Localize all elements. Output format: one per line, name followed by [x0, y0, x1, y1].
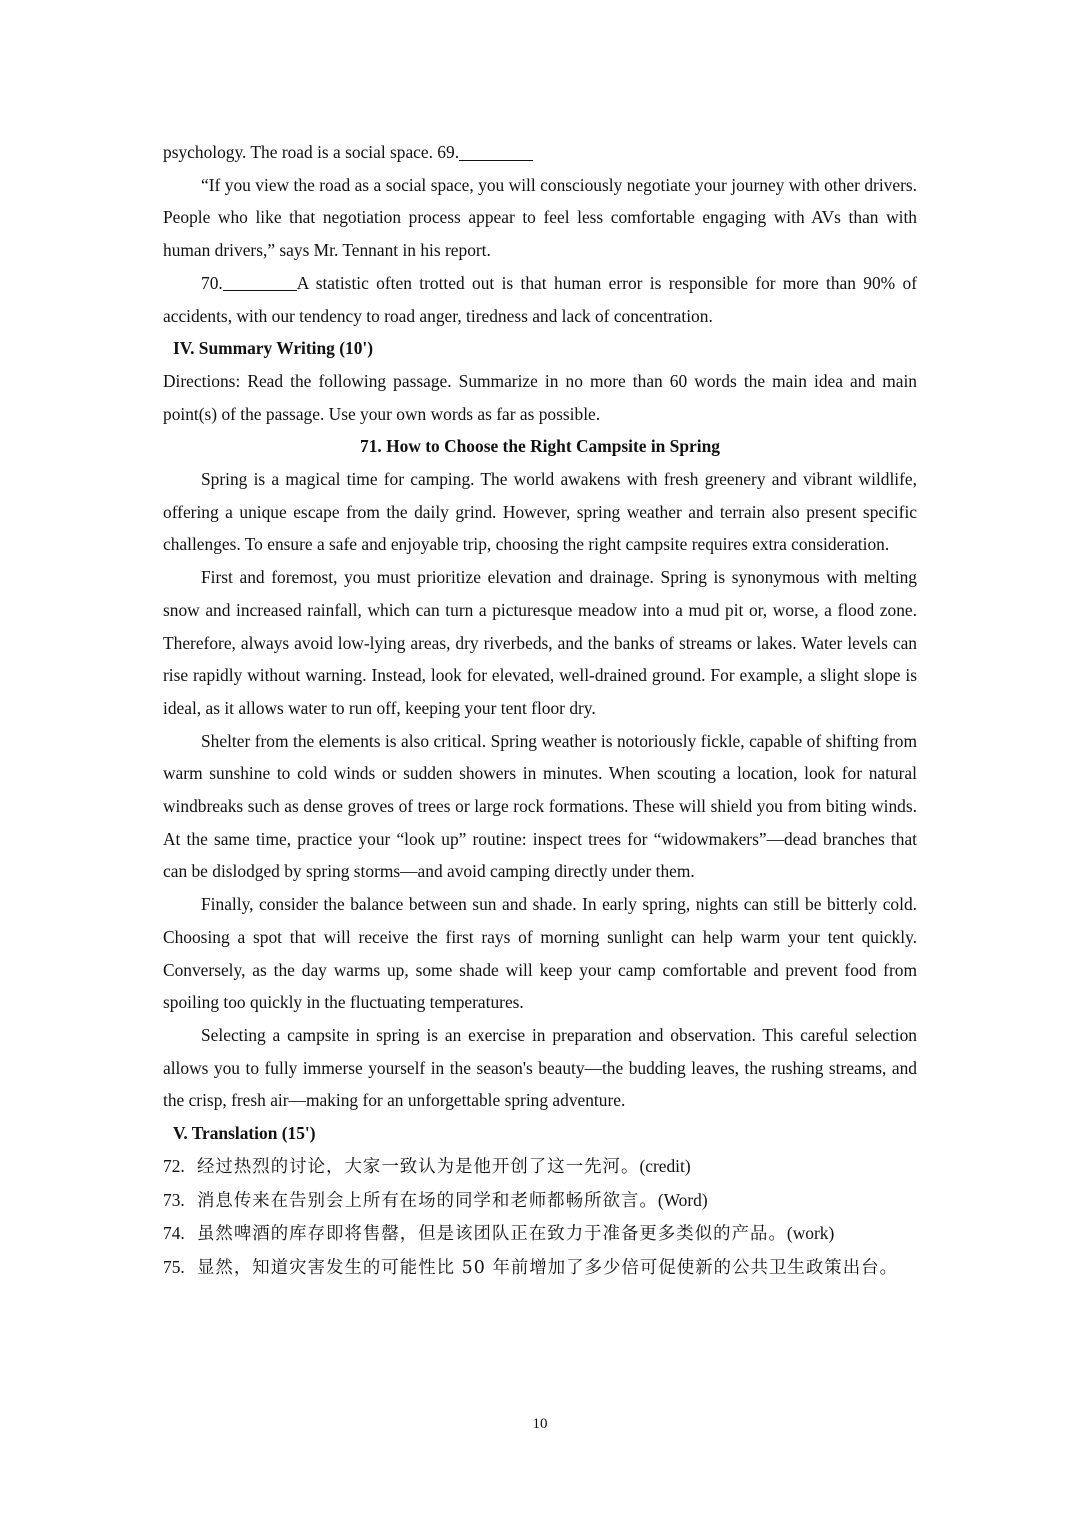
- passage-paragraph: Finally, consider the balance between sun and shade. In early spring, nights can still be bitterly cold. Choosing a spot that will receive the first rays of morning sunlight can help warm your tent quickly. Conversely, as the day warms up, some shade will keep your camp comfortable and prevent food from spoiling too quickly in the fluctuating temperatures.: [163, 894, 917, 1013]
- summary-directions: Directions: Read the following passage. Summarize in no more than 60 words the main idea and main point(s) of the passage. Use your own words as far as possible.: [163, 370, 917, 424]
- passage-paragraph: Shelter from the elements is also critical. Spring weather is notoriously fickle, capable of shifting from warm sunshine to cold winds or sudden showers in minutes. When scouting a location, look for natural windbreaks such as dense groves of trees or large rock formations. These will shield you from biting winds. At the same time, practice your “look up” routine: inspect trees for “widowmakers”—dead branches that can be dislodged by spring storms—and avoid camping directly under them.: [163, 730, 917, 882]
- translation-chinese: 消息传来在告别会上所有在场的同学和老师都畅所欲言。: [197, 1190, 658, 1211]
- page-number: 10: [532, 1416, 548, 1432]
- translation-keyword: (work): [786, 1223, 835, 1244]
- translation-chinese: 虽然啤酒的库存即将售罄，但是该团队正在致力于准备更多类似的产品。: [197, 1224, 787, 1245]
- translation-item-75: [163, 1251, 917, 1285]
- answer-blank-69: [459, 142, 533, 160]
- translation-number: 72.: [163, 1155, 185, 1176]
- question-70: [163, 267, 917, 332]
- answer-blank-70: [223, 273, 297, 291]
- translation-number: 73.: [163, 1189, 185, 1210]
- question-70-text: A statistic often trotted out is that human error is responsible for more than 90% of accidents, with our tendency to road anger, tiredness and lack of concentration.: [163, 272, 917, 326]
- translation-heading: V. Translation (15'): [173, 1123, 316, 1144]
- continuation-text: psychology. The road is a social space. 69.: [163, 142, 460, 162]
- translation-number: 75.: [163, 1256, 185, 1277]
- passage-title: 71. How to Choose the Right Campsite in Spring: [360, 436, 720, 457]
- quote-paragraph: “If you view the road as a social space, you will consciously negotiate your journey with other drivers. People who like that negotiation process appear to feel less comfortable engaging with AVs than with human drivers,” says Mr. Tennant in his report.: [163, 174, 917, 261]
- translation-chinese: 显然，知道灾害发生的可能性比 50 年前增加了多少倍可促使新的公共卫生政策出台。: [197, 1257, 899, 1278]
- passage-paragraph: First and foremost, you must prioritize elevation and drainage. Spring is synonymous with melting snow and increased rainfall, which can turn a picturesque meadow into a mud pit or, worse, a flood zone. Therefore, always avoid low-lying areas, dry riverbeds, and the banks of streams or lakes. Water levels can rise rapidly without warning. Instead, look for elevated, well-drained ground. For example, a slight slope is ideal, as it allows water to run off, keeping your tent floor dry.: [163, 567, 917, 718]
- translation-keyword: (credit): [639, 1155, 691, 1176]
- passage-paragraph: Selecting a campsite in spring is an exercise in preparation and observation. This careful selection allows you to fully immerse yourself in the season's beauty—the budding leaves, the rushing streams, and the crisp, fresh air—making for an unforgettable spring adventure.: [163, 1024, 917, 1111]
- translation-item-73: [163, 1184, 917, 1218]
- reading-continuation: [163, 136, 917, 169]
- translation-item-72: [163, 1150, 917, 1184]
- question-70-number: 70.: [201, 272, 223, 293]
- translation-item-74: [163, 1217, 917, 1251]
- document-page: [163, 136, 917, 1285]
- translation-number: 74.: [163, 1223, 185, 1244]
- translation-chinese: 经过热烈的讨论，大家一致认为是他开创了这一先河。: [197, 1156, 640, 1177]
- summary-writing-heading: IV. Summary Writing (10'): [173, 338, 374, 359]
- passage-paragraph: Spring is a magical time for camping. The world awakens with fresh greenery and vibrant wildlife, offering a unique escape from the daily grind. However, spring weather and terrain also present specific challenges. To ensure a safe and enjoyable trip, choosing the right campsite requires extra consideration.: [163, 469, 917, 555]
- translation-keyword: (Word): [657, 1189, 708, 1210]
